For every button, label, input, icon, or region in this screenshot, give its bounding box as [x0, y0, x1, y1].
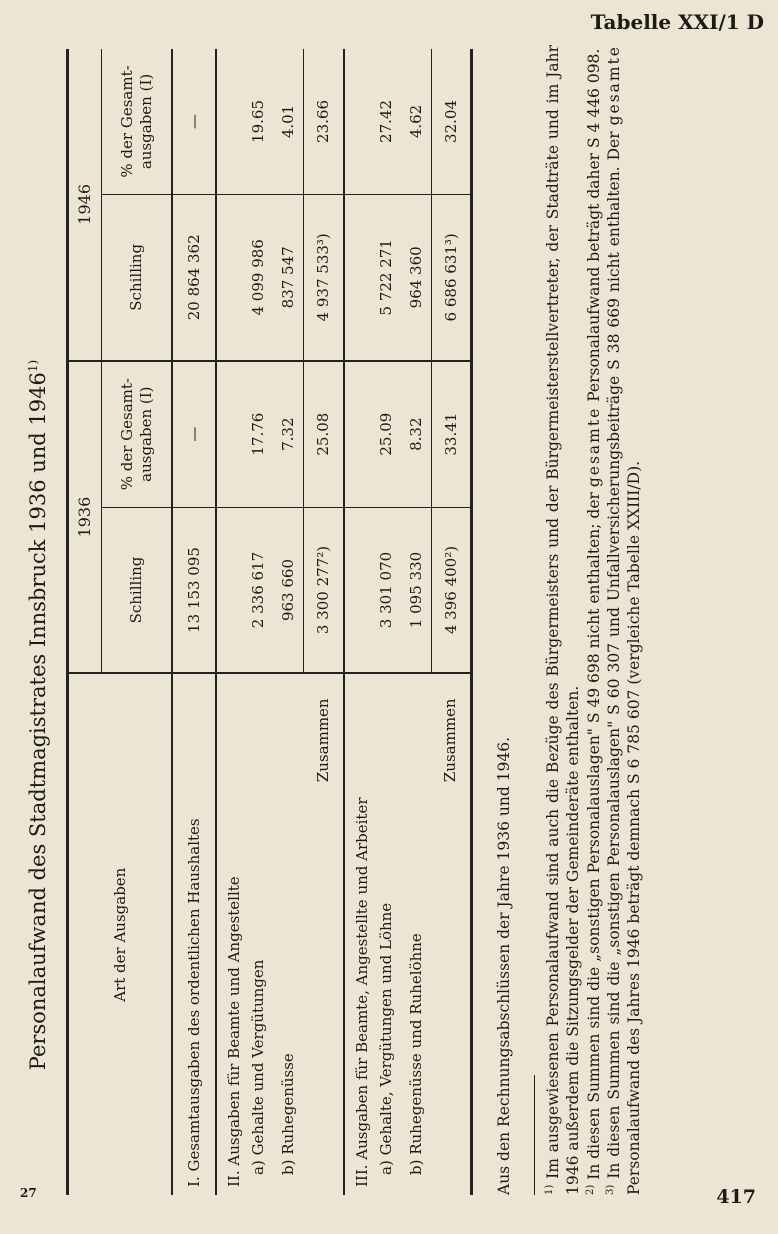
cell-value: 837 547	[274, 194, 304, 360]
cell-value: 20 864 362	[172, 194, 216, 360]
row-label: b) Ruhegenüsse	[274, 673, 304, 1195]
cell-value: 3 301 070	[372, 507, 402, 673]
footnote-2-emphasis: gesamte	[584, 406, 603, 488]
header-schilling-1936: Schilling	[102, 507, 172, 673]
footnote-1	[543, 45, 583, 1195]
row-label: II. Ausgaben für Beamte und Angestellte	[216, 673, 244, 1195]
footnotes	[494, 45, 644, 1195]
printer-signature: 27	[20, 1186, 37, 1200]
cell-value: —	[184, 113, 203, 129]
footnote-2-text-a: In diesen Summen sind die „sonstigen Personalauslagen" S 49 698 nicht enthalten; der	[584, 492, 603, 1180]
cell-value: 17.76	[244, 361, 274, 507]
footnote-2-mark: 2)	[584, 1184, 596, 1195]
cell-value: 4 396 400²)	[432, 507, 472, 673]
footnote-1-text: Im ausgewiesenen Personalaufwand sind auch die Bezüge des Bürgermeisters und der Bürgermeisterstellvertreter, der Stadträte und im Jahr 1946 außerdem die Sitzungsgelder der Gemeinderäte enthalten.	[544, 45, 583, 1195]
cell-value: 19.65	[249, 99, 268, 143]
row-label: b) Ruhegenüsse und Ruhelöhne	[402, 673, 432, 1195]
table-row	[344, 49, 372, 1195]
footnote-rule	[534, 1075, 535, 1195]
table-row	[372, 49, 402, 1195]
cell-value: 4 937 533³)	[304, 194, 344, 360]
rotated-table-block	[18, 25, 698, 1195]
table-row	[402, 49, 432, 1195]
header-year-1936: 1936	[68, 361, 102, 674]
cell-value: 27.42	[377, 99, 396, 143]
cell-value: 33.41	[432, 361, 472, 507]
footnote-2-text-b: Personalaufwand beträgt daher S 4 446 098.	[584, 48, 603, 402]
cell-value: 7.32	[274, 361, 304, 507]
cell-value: 963 660	[274, 507, 304, 673]
row-label: a) Gehalte und Vergütungen	[244, 673, 274, 1195]
cell-value: 6 686 631³)	[432, 194, 472, 360]
header-schilling-1946: Schilling	[102, 194, 172, 360]
footnote-3-text-b: Personalaufwand des Jahres 1946 beträgt demnach S 6 785 607 (vergleiche Tabelle XXIII/D).	[625, 460, 644, 1195]
row-label: I. Gesamtausgaben des ordentlichen Haushaltes	[172, 673, 216, 1195]
header-percent-1946: % der Gesamt-ausgaben (I)	[102, 49, 172, 194]
cell-value: 1 095 330	[402, 507, 432, 673]
source-note: Aus den Rechnungsabschlüssen der Jahre 1936 und 1946.	[495, 736, 513, 1195]
cell-value: 964 360	[402, 194, 432, 360]
page-title	[26, 235, 50, 1195]
header-art-der-ausgaben: Art der Ausgaben	[68, 673, 173, 1195]
footnote-1-mark: 1)	[544, 1184, 556, 1195]
cell-value: —	[172, 361, 216, 507]
cell-value: 5 722 271	[372, 194, 402, 360]
title-footnote-mark: 1)	[26, 359, 40, 373]
footnote-3	[604, 45, 644, 1195]
table-row	[216, 49, 244, 1195]
cell-value: 25.08	[304, 361, 344, 507]
footnote-3-mark: 3)	[604, 1184, 616, 1195]
personnel-expense-table	[66, 49, 473, 1195]
cell-value: 13 153 095	[172, 507, 216, 673]
footnote-2	[584, 45, 604, 1195]
row-label: III. Ausgaben für Beamte, Angestellte und Arbeiter	[344, 673, 372, 1195]
cell-value: 23.66	[304, 49, 344, 194]
header-year-1946: 1946	[68, 49, 102, 361]
table-row	[274, 49, 304, 1195]
table-row	[172, 49, 216, 1195]
header-percent-1936: % der Gesamt-ausgaben (I)	[102, 361, 172, 507]
table-row	[244, 49, 274, 1195]
cell-value: 3 300 277²)	[304, 507, 344, 673]
table-row	[432, 49, 472, 1195]
footnote-3-emphasis: gesamte	[605, 45, 624, 126]
page-number: 417	[716, 1186, 756, 1208]
cell-value: 4.62	[406, 104, 425, 139]
cell-value: 8.32	[402, 361, 432, 507]
cell-value: 25.09	[372, 361, 402, 507]
footnote-3-text-a: In diesen Summen sind die „sonstigen Personalauslagen" S 60 307 und Unfallversicherungsbeiträge S 38 669 nicht enthalten. Der	[605, 131, 624, 1179]
title-text: Personalaufwand des Stadtmagistrates Innsbruck 1936 und 1946	[26, 372, 50, 1071]
row-label: a) Gehalte, Vergütungen und Löhne	[372, 673, 402, 1195]
row-label-total: Zusammen	[304, 673, 344, 1195]
table-row	[304, 49, 344, 1195]
row-label-total: Zusammen	[432, 673, 472, 1195]
table-number-label: Tabelle XXI/1 D	[590, 10, 764, 34]
cell-value: 4 099 986	[244, 194, 274, 360]
cell-value: 4.01	[279, 104, 298, 139]
cell-value: 2 336 617	[244, 507, 274, 673]
cell-value: 32.04	[432, 49, 472, 194]
